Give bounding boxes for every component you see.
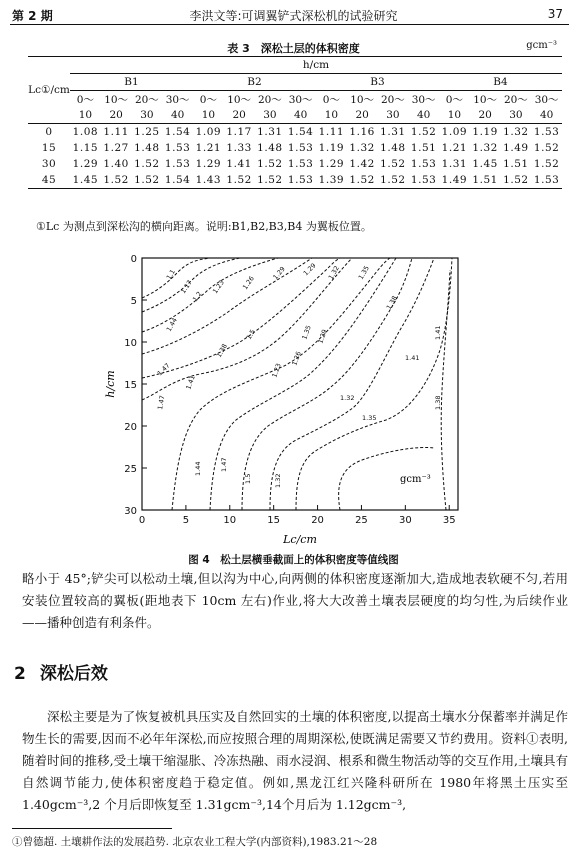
contour-label: 1.47 <box>156 394 167 411</box>
table-row <box>28 140 562 156</box>
density-cell: 1.32 <box>503 126 529 138</box>
lc-cell: 45 <box>28 172 70 189</box>
contour-label: 1.35 <box>362 414 377 422</box>
contour-label: 1.38 <box>384 294 399 311</box>
density-cell: 1.31 <box>257 126 283 138</box>
depth-range-end: 20 <box>224 107 255 124</box>
x-tick-label: 15 <box>267 515 281 526</box>
x-tick-label: 0 <box>138 515 146 526</box>
depth-range-end: 40 <box>162 107 193 124</box>
x-axis-label: Lc/cm <box>283 533 317 546</box>
depth-range-start: 0～ <box>445 93 463 106</box>
contour-label: 1.23 <box>270 362 283 379</box>
density-cell: 1.53 <box>533 126 560 138</box>
density-cell: 1.52 <box>101 172 132 189</box>
group-header: B4 <box>439 74 562 91</box>
depth-range-start: 10～ <box>350 93 375 106</box>
density-cell: 1.48 <box>257 142 283 154</box>
density-cell: 1.52 <box>501 172 532 189</box>
depth-range-start: 0～ <box>322 93 340 106</box>
footnote: ①曾德超. 土壤耕作法的发展趋势. 北京农业工程大学(内部资料),1983.21～28 <box>12 836 378 848</box>
x-tick-label: 30 <box>398 515 412 526</box>
depth-range-end: 20 <box>347 107 378 124</box>
density-cell: 1.53 <box>164 158 191 170</box>
contour-figure <box>100 250 480 550</box>
y-tick-label: 5 <box>130 296 137 307</box>
section-heading <box>14 659 108 684</box>
density-cell: 1.48 <box>134 142 160 154</box>
table-unit: gcm⁻³ <box>526 40 557 51</box>
h-label: h/cm <box>70 57 562 74</box>
depth-range-end: 10 <box>316 107 347 124</box>
density-cell: 1.54 <box>162 172 193 189</box>
density-cell: 1.32 <box>349 142 375 154</box>
density-cell: 1.53 <box>285 172 316 189</box>
density-cell: 1.51 <box>410 142 437 154</box>
density-cell: 1.29 <box>195 158 222 170</box>
depth-range-end: 30 <box>132 107 163 124</box>
group-header: B2 <box>193 74 316 91</box>
density-cell: 1.52 <box>380 158 406 170</box>
contour-label: 1.29 <box>271 265 287 282</box>
y-axis-label: h/cm <box>104 370 117 398</box>
contour-label: 1.26 <box>290 350 303 367</box>
depth-range-start: 30～ <box>411 93 436 106</box>
density-cell: 1.49 <box>439 172 470 189</box>
density-cell: 1.27 <box>103 142 129 154</box>
density-cell: 1.53 <box>408 172 439 189</box>
depth-range-start: 30～ <box>165 93 190 106</box>
contour-label: 1.23 <box>211 278 226 296</box>
contour-label: 1.26 <box>241 274 256 292</box>
density-cell: 1.53 <box>287 142 314 154</box>
contour-label: 1.41 <box>434 325 442 340</box>
density-cell: 1.53 <box>287 158 314 170</box>
density-cell: 1.39 <box>316 172 347 189</box>
density-cell: 1.52 <box>378 172 409 189</box>
depth-range-end: 40 <box>408 107 439 124</box>
y-tick-label: 0 <box>130 254 137 265</box>
contour-label: 1.1 <box>164 268 177 281</box>
header-rule <box>10 24 569 25</box>
depth-range-start: 20～ <box>380 93 405 106</box>
density-cell: 1.52 <box>255 172 286 189</box>
y-tick-label: 10 <box>124 338 137 349</box>
density-cell: 1.52 <box>134 158 160 170</box>
contour-label: 1.47 <box>155 361 172 378</box>
density-cell: 1.21 <box>441 142 468 154</box>
depth-range-end: 40 <box>531 107 562 124</box>
table-row <box>28 172 562 189</box>
depth-range-start: 10～ <box>473 93 498 106</box>
footnote-rule <box>12 828 172 829</box>
contour-label: 1.41 <box>405 354 420 362</box>
density-cell: 1.54 <box>287 126 314 138</box>
contour-label: 1.32 <box>326 264 341 281</box>
group-header: B3 <box>316 74 439 91</box>
contour-label: 1.5 <box>244 328 257 341</box>
density-cell: 1.49 <box>503 142 529 154</box>
unit-label: gcm⁻³ <box>400 474 431 485</box>
depth-range-start: 20～ <box>257 93 282 106</box>
density-cell: 1.09 <box>195 126 222 138</box>
y-tick-label: 20 <box>124 422 137 433</box>
contour-label: 1.29 <box>301 261 318 278</box>
depth-range-end: 30 <box>378 107 409 124</box>
y-tick-label: 15 <box>124 380 137 391</box>
density-cell: 1.15 <box>72 142 99 154</box>
density-cell: 1.41 <box>226 158 252 170</box>
section-number: 2 <box>14 664 26 684</box>
contour-label: 1.41 <box>184 374 197 391</box>
table-note: ①Lc 为测点到深松沟的横向距离。说明:B1,B2,B3,B4 为翼板位置。 <box>36 220 372 233</box>
depth-range-end: 10 <box>439 107 470 124</box>
page-number: 37 <box>547 7 563 21</box>
depth-range-start: 10～ <box>104 93 129 106</box>
depth-range-start: 10～ <box>227 93 252 106</box>
y-tick-label: 25 <box>124 464 137 475</box>
x-tick-label: 25 <box>355 515 368 526</box>
density-cell: 1.54 <box>164 126 191 138</box>
density-cell: 1.51 <box>470 172 501 189</box>
depth-range-end: 40 <box>285 107 316 124</box>
density-cell: 1.52 <box>533 158 560 170</box>
row-header-label: Lc①/cm <box>28 57 70 124</box>
depth-range-start: 30～ <box>288 93 313 106</box>
density-cell: 1.52 <box>257 158 283 170</box>
depth-range-end: 10 <box>193 107 224 124</box>
lc-cell: 0 <box>45 126 53 138</box>
depth-range-start: 30～ <box>534 93 559 106</box>
density-cell: 1.53 <box>531 172 562 189</box>
density-cell: 1.09 <box>441 126 468 138</box>
issue-label: 第 2 期 <box>12 9 53 23</box>
density-cell: 1.53 <box>410 158 437 170</box>
density-cell: 1.42 <box>349 158 375 170</box>
depth-range-end: 20 <box>101 107 132 124</box>
contour-label: 1.44 <box>194 461 202 476</box>
density-cell: 1.52 <box>224 172 255 189</box>
density-cell: 1.31 <box>441 158 468 170</box>
density-cell: 1.51 <box>503 158 529 170</box>
x-tick-label: 10 <box>223 515 237 526</box>
depth-range-end: 30 <box>501 107 532 124</box>
contour-label: 1.35 <box>356 264 371 281</box>
density-cell: 1.17 <box>226 126 252 138</box>
depth-range-start: 20～ <box>503 93 528 106</box>
contour-label: 1.32 <box>274 473 282 488</box>
density-cell: 1.11 <box>318 126 345 138</box>
depth-range-end: 30 <box>255 107 286 124</box>
lc-cell: 30 <box>41 158 57 170</box>
density-cell: 1.21 <box>195 142 222 154</box>
y-tick-label: 30 <box>124 506 137 517</box>
density-cell: 1.53 <box>164 142 191 154</box>
density-cell: 1.40 <box>103 158 129 170</box>
density-cell: 1.19 <box>318 142 345 154</box>
contour-label: 1.32 <box>340 394 355 402</box>
density-cell: 1.33 <box>226 142 252 154</box>
density-cell: 1.52 <box>410 126 437 138</box>
lc-cell: 15 <box>41 142 57 154</box>
density-cell: 1.29 <box>72 158 99 170</box>
density-cell: 1.48 <box>380 142 406 154</box>
contour-label: 1.5 <box>244 473 252 484</box>
density-cell: 1.25 <box>134 126 160 138</box>
paragraph: 深松主要是为了恢复被机具压实及自然回实的土壤的体积密度,以提高土壤水分保蓄率并满足作物生长的需要,因而不必年年深松,而应按照合理的周期深松,使既满足需要又节约费用。资料①表明,随着时间的推移,受土壤干缩湿胀、冷冻热融、雨水浸润、根系和微生物活动等的交互作用,土壤具有自然调节能力,使体积密度趋于稳定值。例如,黑龙江红兴隆科研所在 1980年将黑土压实至 1.40gcm⁻³,2 个月后即恢复至 1.31gcm⁻³,14个月后为 1.12gcm⁻³, <box>22 709 568 812</box>
paragraph: 略小于 45°;铲尖可以松动土壤,但以沟为中心,向两侧的体积密度逐渐加大,造成地表软硬不匀,若用安装位置较高的翼板(距地表下 10cm 左右)作业,将大大改善土壤表层硬度的均匀性,为后续作业——播种创造有利条件。 <box>22 571 568 630</box>
x-tick-label: 35 <box>442 515 456 526</box>
density-cell: 1.43 <box>193 172 224 189</box>
contour-label: 1.47 <box>220 457 228 472</box>
depth-range-start: 0～ <box>199 93 217 106</box>
page-header <box>0 0 587 26</box>
density-cell: 1.11 <box>103 126 129 138</box>
density-cell: 1.32 <box>472 142 498 154</box>
running-title: 李洪文等:可调翼铲式深松机的试验研究 <box>189 9 398 23</box>
x-tick-label: 20 <box>311 515 324 526</box>
figure-caption: 图 4 松土层横垂截面上的体积密度等值线图 <box>188 554 399 566</box>
density-cell: 1.45 <box>472 158 498 170</box>
density-cell: 1.52 <box>132 172 163 189</box>
contour-label: 1.38 <box>214 342 229 359</box>
contour-label: 1.29 <box>316 328 329 345</box>
density-cell: 1.16 <box>349 126 375 138</box>
table-row <box>28 156 562 172</box>
contour-label: 1.2 <box>191 290 204 304</box>
density-table <box>28 56 562 189</box>
density-cell: 1.31 <box>380 126 406 138</box>
density-cell: 1.19 <box>472 126 498 138</box>
contour-label: 1.35 <box>300 324 313 341</box>
density-cell: 1.45 <box>70 172 101 189</box>
section-title: 深松后效 <box>39 664 108 684</box>
table-caption: 表 3 深松土层的体积密度 <box>227 42 360 55</box>
depth-range-start: 20～ <box>134 93 159 106</box>
contour-label: 1.38 <box>434 395 442 410</box>
density-cell: 1.29 <box>318 158 345 170</box>
x-tick-label: 5 <box>182 515 190 526</box>
contour-label: 1.17 <box>179 278 194 296</box>
density-cell: 1.52 <box>347 172 378 189</box>
group-header: B1 <box>70 74 193 91</box>
density-cell: 1.08 <box>72 126 99 138</box>
depth-range-start: 0～ <box>76 93 94 106</box>
depth-range-end: 20 <box>470 107 501 124</box>
depth-range-end: 10 <box>70 107 101 124</box>
table-row <box>28 124 562 141</box>
density-cell: 1.52 <box>533 142 560 154</box>
contour-label: 1.44 <box>164 316 179 333</box>
